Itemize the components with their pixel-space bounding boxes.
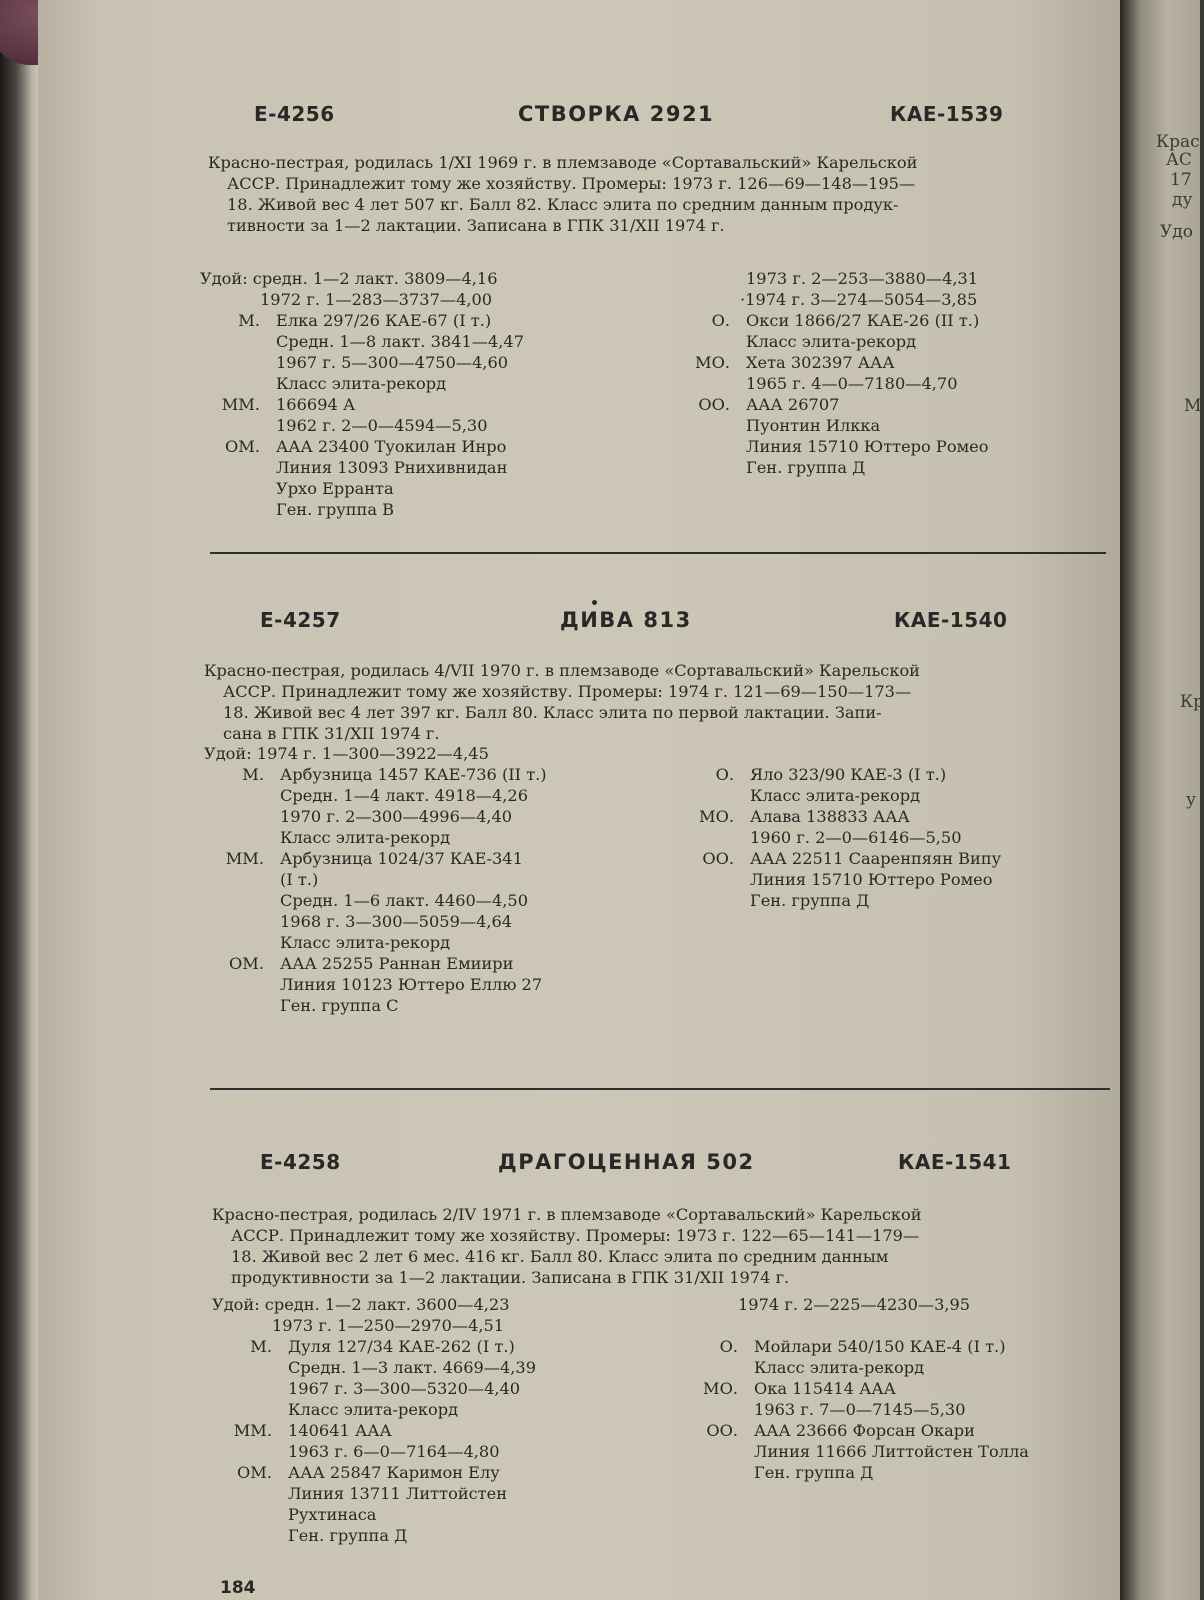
adjacent-page-fragment: 17 <box>1170 170 1192 190</box>
desc-line: тивности за 1—2 лактации. Записана в ГПК 31/XII 1974 г. <box>227 216 725 235</box>
pedigree-text: Линия 11666 Литтойстен Толла <box>754 1442 1029 1461</box>
pedigree-text: Средн. 1—4 лакт. 4918—4,26 <box>280 786 529 805</box>
pedigree-text: Ген. группа Д <box>746 458 866 477</box>
desc-line: сана в ГПК 31/XII 1974 г. <box>223 724 440 743</box>
paternal-column <box>674 764 1104 911</box>
pedigree-text: Окси 1866/27 КАЕ-26 (II т.) <box>746 311 980 330</box>
pedigree-text: Линия 13711 Литтойстен <box>288 1484 508 1503</box>
desc-line: 18. Живой вес 2 лет 6 мес. 416 кг. Балл 80. Класс элита по средним данным <box>231 1247 889 1266</box>
pedigree-text: 1973 г. 2—253—3880—4,31 <box>746 269 979 288</box>
page-number: 184 <box>220 1578 256 1598</box>
pedigree-text: Класс элита-рекорд <box>754 1358 925 1377</box>
pedigree-text: 1968 г. 3—300—5059—4,64 <box>280 912 513 931</box>
entry-name: ДРАГОЦЕННАЯ 502 <box>498 1150 755 1174</box>
entry-id: Е-4256 <box>254 102 335 126</box>
entry-reg-number: КАЕ-1540 <box>894 608 1008 632</box>
pedigree-label: ОМ. <box>237 1463 272 1482</box>
pedigree-text: Ген. группа Д <box>288 1526 408 1545</box>
pedigree-label: М. <box>242 765 264 784</box>
adjacent-page-fragment: АС <box>1166 150 1192 170</box>
pedigree-text: Урхо Ерранта <box>276 479 394 498</box>
maternal-column <box>200 268 620 520</box>
entry-description <box>212 1204 1112 1288</box>
pedigree-text: Ген. группа Д <box>750 891 870 910</box>
entry-id: Е-4257 <box>260 608 341 632</box>
desc-line: Красно-пестрая, родилась 1/XI 1969 г. в племзаводе «Сортавальский» Карельской <box>208 153 918 172</box>
pedigree-text: Удой: средн. 1—2 лакт. 3600—4,23 <box>212 1295 510 1314</box>
entry-reg-number: КАЕ-1539 <box>890 102 1004 126</box>
pedigree-text: Класс элита-рекорд <box>280 933 451 952</box>
pedigree-text: 1963 г. 6—0—7164—4,80 <box>288 1442 500 1461</box>
entry-description <box>208 152 1108 236</box>
adjacent-page-fragment: ду <box>1172 190 1193 210</box>
desc-line: Красно-пестрая, родилась 2/IV 1971 г. в племзаводе «Сортавальский» Карельской <box>212 1205 922 1224</box>
pedigree-text: Пуонтин Илкка <box>746 416 881 435</box>
entry-id: Е-4258 <box>260 1150 341 1174</box>
entry-header <box>38 1150 1120 1180</box>
pedigree-label: ОО. <box>706 1421 738 1440</box>
pedigree-label: МО. <box>703 1379 738 1398</box>
entry-name: СТВОРКА 2921 <box>518 102 715 126</box>
entry-divider <box>210 552 1106 554</box>
pedigree-label: М. <box>238 311 260 330</box>
pedigree-label: ОО. <box>698 395 730 414</box>
pedigree-label: М. <box>250 1337 272 1356</box>
pedigree-label: ММ. <box>225 849 264 868</box>
pedigree-label: ММ. <box>233 1421 272 1440</box>
pedigree-label: О. <box>715 765 734 784</box>
pedigree-text: Ген. группа Д <box>754 1463 874 1482</box>
adjacent-page-fragment: Удо <box>1160 222 1193 242</box>
pedigree-text: Линия 15710 Юттеро Ромео <box>750 870 993 889</box>
pedigree-text: 1970 г. 2—300—4996—4,40 <box>280 807 513 826</box>
pedigree-text: ·1974 г. 3—274—5054—3,85 <box>740 290 978 309</box>
entry-name: ДИВА 813 <box>560 608 692 632</box>
desc-line: 18. Живой вес 4 лет 397 кг. Балл 80. Класс элита по первой лактации. Запи- <box>223 703 882 722</box>
entry-reg-number: КАЕ-1541 <box>898 1150 1012 1174</box>
pedigree-text: 140641 ААА <box>288 1421 392 1440</box>
pedigree-text: Средн. 1—8 лакт. 3841—4,47 <box>276 332 525 351</box>
adjacent-page-fragment: Кр <box>1180 692 1204 712</box>
pedigree-text: Арбузница 1457 КАЕ-736 (II т.) <box>280 765 547 784</box>
desc-line: 18. Живой вес 4 лет 507 кг. Балл 82. Класс элита по средним данным продук- <box>227 195 899 214</box>
pedigree-text: Ген. группа С <box>280 996 399 1015</box>
pedigree-text: 1967 г. 3—300—5320—4,40 <box>288 1379 521 1398</box>
entry-header <box>38 608 1120 638</box>
paternal-column <box>678 1294 1108 1483</box>
pedigree-label: МО. <box>699 807 734 826</box>
adjacent-page-fragment: М <box>1184 396 1202 416</box>
pedigree-text: ААА 26707 <box>746 395 840 414</box>
pedigree-text: Линия 10123 Юттеро Еллю 27 <box>280 975 543 994</box>
pedigree-text: 1967 г. 5—300—4750—4,60 <box>276 353 509 372</box>
pedigree-text: Класс элита-рекорд <box>280 828 451 847</box>
pedigree-text: Ген. группа В <box>276 500 395 519</box>
pedigree-text: Арбузница 1024/37 КАЕ-341 <box>280 849 523 868</box>
pedigree-text: Яло 323/90 КАЕ-3 (I т.) <box>750 765 947 784</box>
pedigree-label: ММ. <box>221 395 260 414</box>
pedigree-text: Ока 115414 ААА <box>754 1379 896 1398</box>
desc-line: АССР. Принадлежит тому же хозяйству. Промеры: 1973 г. 126—69—148—195— <box>227 174 916 193</box>
adjacent-page-fragment: Крас <box>1156 132 1200 152</box>
pedigree-label: ОМ. <box>225 437 260 456</box>
pedigree-text: Дуля 127/34 КАЕ-262 (I т.) <box>288 1337 515 1356</box>
pedigree-label: О. <box>711 311 730 330</box>
pedigree-text: Класс элита-рекорд <box>746 332 917 351</box>
pedigree-text: 1973 г. 1—250—2970—4,51 <box>272 1316 505 1335</box>
pedigree-text: Средн. 1—3 лакт. 4669—4,39 <box>288 1358 537 1377</box>
entry-header <box>38 102 1120 132</box>
pedigree-text: Мойлари 540/150 КАЕ-4 (I т.) <box>754 1337 1006 1356</box>
pedigree-text: Удой: средн. 1—2 лакт. 3809—4,16 <box>200 269 498 288</box>
desc-line: Красно-пестрая, родилась 4/VII 1970 г. в племзаводе «Сортавальский» Карельской <box>204 661 920 680</box>
pedigree-text: 1965 г. 4—0—7180—4,70 <box>746 374 958 393</box>
pedigree-text: Класс элита-рекорд <box>276 374 447 393</box>
pedigree-text: ААА 22511 Сааренпяян Випу <box>750 849 1002 868</box>
pedigree-text: 1960 г. 2—0—6146—5,50 <box>750 828 962 847</box>
adjacent-page-edge <box>1120 0 1204 1600</box>
pedigree-text: 1962 г. 2—0—4594—5,30 <box>276 416 488 435</box>
pedigree-text: Алава 138833 ААА <box>750 807 910 826</box>
paternal-column <box>670 268 1100 478</box>
desc-line: продуктивности за 1—2 лактации. Записана в ГПК 31/XII 1974 г. <box>231 1268 790 1287</box>
pedigree-text: ААА 23666 Форсан Окари <box>754 1421 975 1440</box>
pedigree-text: Класс элита-рекорд <box>288 1400 459 1419</box>
pedigree-text: Рухтинаса <box>288 1505 377 1524</box>
book-spine <box>0 0 40 1600</box>
pedigree-text: Класс элита-рекорд <box>750 786 921 805</box>
entry-description <box>204 660 1104 744</box>
entry-divider <box>210 1088 1110 1090</box>
pedigree-text: (I т.) <box>280 870 319 889</box>
pedigree-label: ОО. <box>702 849 734 868</box>
pedigree-text: ААА 25255 Раннан Емиири <box>280 954 514 973</box>
maternal-column <box>212 1294 642 1546</box>
pedigree-text: 1963 г. 7—0—7145—5,30 <box>754 1400 966 1419</box>
pedigree-text: ААА 23400 Туокилан Инро <box>276 437 507 456</box>
desc-line: АССР. Принадлежит тому же хозяйству. Промеры: 1974 г. 121—69—150—173— <box>223 682 912 701</box>
desc-line: АССР. Принадлежит тому же хозяйству. Промеры: 1973 г. 122—65—141—179— <box>231 1226 920 1245</box>
pedigree-label: ОМ. <box>229 954 264 973</box>
pedigree-text: Елка 297/26 КАЕ-67 (I т.) <box>276 311 492 330</box>
pedigree-text: 166694 А <box>276 395 356 414</box>
pedigree-text: Удой: 1974 г. 1—300—3922—4,45 <box>204 744 489 763</box>
print-speck <box>592 600 597 605</box>
pedigree-text: Средн. 1—6 лакт. 4460—4,50 <box>280 891 529 910</box>
pedigree-label: МО. <box>695 353 730 372</box>
pedigree-text: 1972 г. 1—283—3737—4,00 <box>260 290 493 309</box>
pedigree-text: 1974 г. 2—225—4230—3,95 <box>738 1295 971 1314</box>
adjacent-page-fragment: у <box>1186 790 1197 810</box>
pedigree-text: ААА 25847 Каримон Елу <box>288 1463 500 1482</box>
pedigree-text: Линия 15710 Юттеро Ромео <box>746 437 989 456</box>
pedigree-label: О. <box>719 1337 738 1356</box>
maternal-column <box>204 743 634 1016</box>
pedigree-text: Линия 13093 Рнихивнидан <box>276 458 508 477</box>
pedigree-text: Хета 302397 ААА <box>746 353 895 372</box>
book-page <box>38 0 1120 1600</box>
